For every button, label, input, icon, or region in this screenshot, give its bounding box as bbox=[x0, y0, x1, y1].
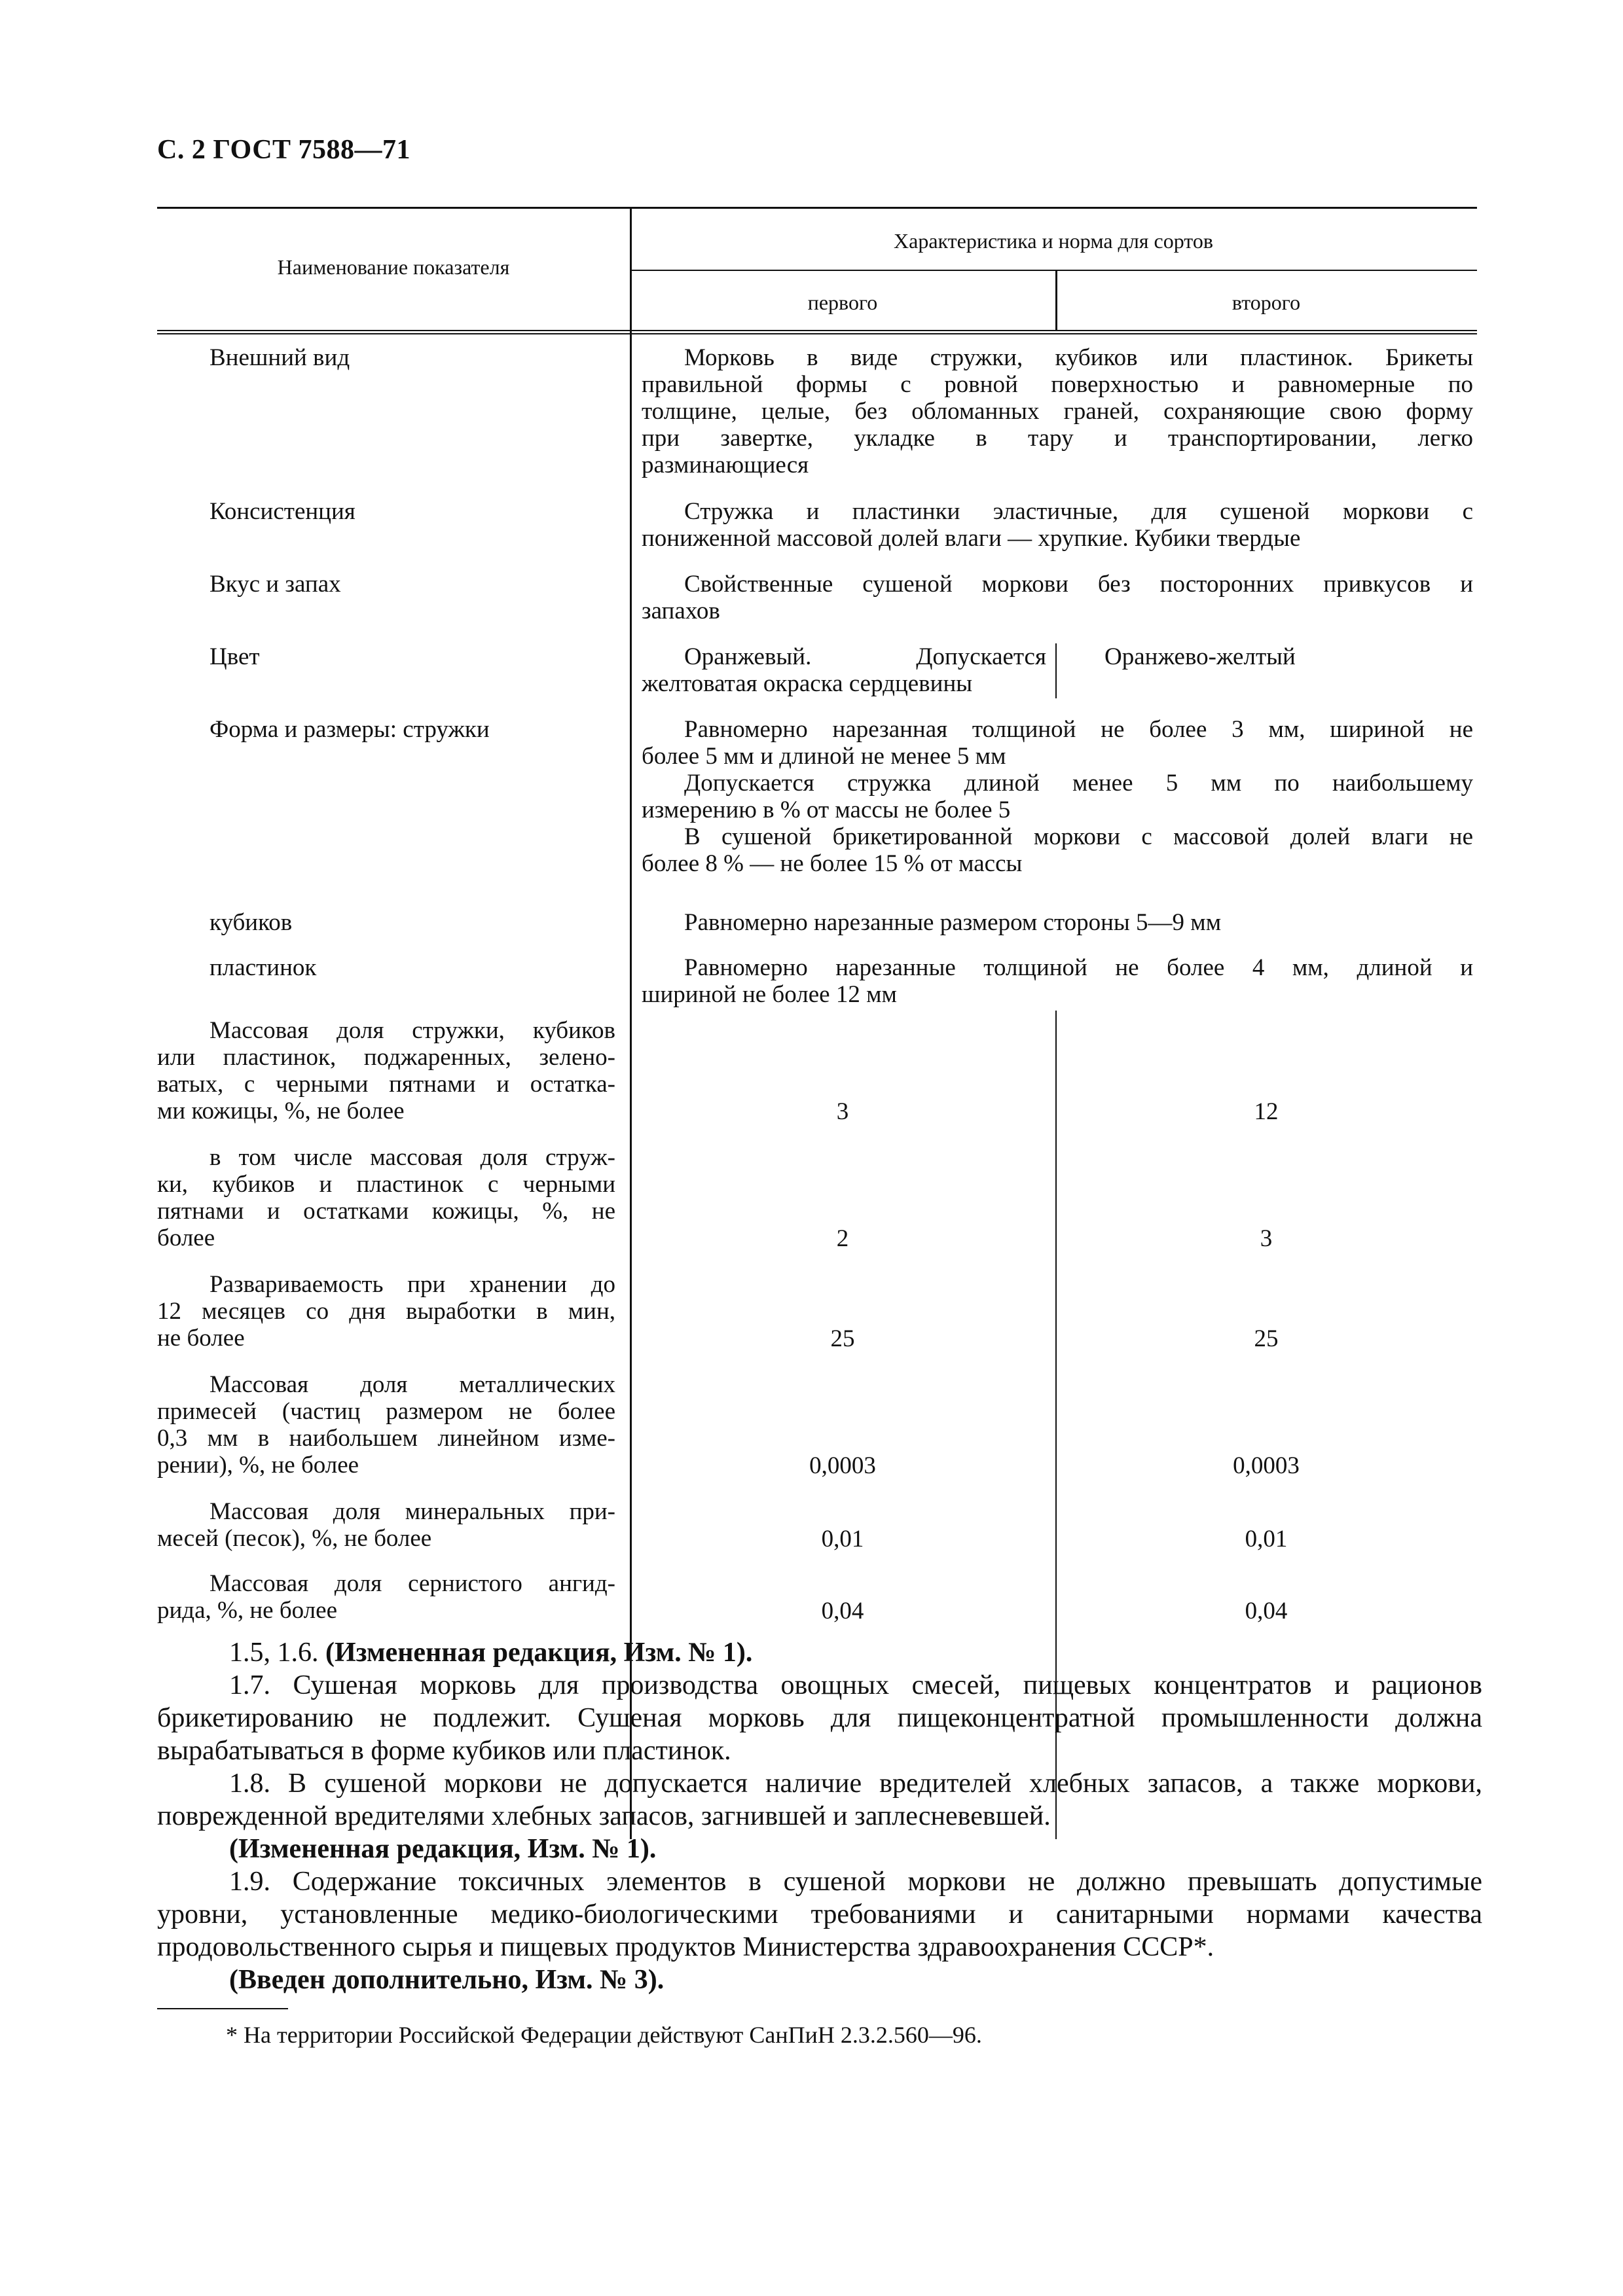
name-line: 12 месяцев со дня выработки в мин, bbox=[157, 1298, 615, 1325]
value-first: 3 bbox=[836, 1098, 849, 1125]
row-name: Форма и размеры: стружки bbox=[210, 716, 490, 743]
value-second: 0,04 bbox=[1245, 1598, 1288, 1624]
value-first: 0,01 bbox=[821, 1526, 864, 1552]
amendment-note: (Измененная редакция, Изм. № 1). bbox=[229, 1834, 657, 1864]
value-line: правильной формы с ровной поверхностью и равномерные по bbox=[642, 371, 1473, 398]
name-line: не более bbox=[157, 1325, 245, 1352]
para-line: 1.8. В сушеной моркови не допускается наличие вредителей хлебных запасов, а также моркови, bbox=[229, 1768, 1482, 1799]
name-line: ватых, с черными пятнами и остатка- bbox=[157, 1071, 615, 1098]
row-value bbox=[642, 498, 1473, 552]
value-line: Стружка и пластинки эластичные, для сушеной моркови с bbox=[684, 498, 1473, 525]
row-name: пластинок bbox=[210, 954, 317, 981]
row-name: Цвет bbox=[210, 643, 260, 670]
name-line: примесей (частиц размером не более bbox=[157, 1398, 615, 1425]
row-value bbox=[642, 954, 1473, 1008]
name-line: ки, кубиков и пластинок с черными bbox=[157, 1171, 615, 1198]
col-group-header: Характеристика и норма для сортов bbox=[894, 229, 1213, 253]
value-line: пониженной массовой долей влаги — хрупкие. Кубики твердые bbox=[642, 525, 1301, 552]
value-line: Равномерно нарезанные толщиной не более 4 мм, длиной и bbox=[684, 954, 1473, 981]
para-line: 1.7. Сушеная морковь для производства овощных смесей, пищевых концентратов и рационов bbox=[229, 1670, 1482, 1700]
value-line: В сушеной брикетированной моркови с массовой долей влаги не bbox=[684, 823, 1473, 850]
name-line: Массовая доля минеральных при- bbox=[210, 1498, 615, 1525]
row-value bbox=[642, 716, 1473, 877]
header-bottom-rule-2 bbox=[157, 333, 1477, 334]
row-value bbox=[642, 344, 1473, 478]
col-name-header: Наименование показателя bbox=[277, 255, 510, 279]
value-line: запахов bbox=[642, 598, 720, 624]
row-name bbox=[157, 1570, 615, 1624]
footnote: * На территории Российской Федерации действуют СанПиН 2.3.2.560—96. bbox=[226, 2022, 982, 2048]
name-line: Массовая доля металлических bbox=[210, 1371, 615, 1398]
name-line: ми кожицы, %, не более bbox=[157, 1098, 405, 1124]
value-second: 3 bbox=[1260, 1225, 1273, 1252]
row-name bbox=[157, 1017, 615, 1124]
col-second-header: второго bbox=[1231, 291, 1301, 314]
page-header: С. 2 ГОСТ 7588—71 bbox=[157, 135, 411, 165]
group-rule bbox=[630, 270, 1477, 271]
table-top-rule bbox=[157, 207, 1477, 209]
amendment-note: (Измененная редакция, Изм. № 1). bbox=[325, 1638, 753, 1668]
para-1-5-1-6 bbox=[157, 1636, 1482, 1669]
para-line: вырабатываться в форме кубиков или пластинок. bbox=[157, 1736, 731, 1766]
value-first: 2 bbox=[836, 1225, 849, 1252]
value-second: 0,01 bbox=[1245, 1526, 1288, 1552]
para-line: уровни, установленные медико-биологическими требованиями и санитарными нормами качества bbox=[157, 1899, 1482, 1929]
para-number: 1.5, 1.6. bbox=[229, 1638, 319, 1668]
value-first: 0,0003 bbox=[809, 1452, 876, 1479]
value-line: Свойственные сушеной моркови без посторонних привкусов и bbox=[684, 571, 1473, 598]
column-divider bbox=[630, 331, 632, 1839]
row-value: Равномерно нарезанные размером стороны 5—9 мм bbox=[684, 909, 1222, 936]
name-line: рида, %, не более bbox=[157, 1597, 337, 1624]
footnote-rule bbox=[157, 2008, 288, 2009]
row-name: кубиков bbox=[210, 909, 293, 936]
row-name: Вкус и запах bbox=[210, 571, 341, 598]
value-line: разминающиеся bbox=[642, 452, 809, 478]
amendment-note: (Введен дополнительно, Изм. № 3). bbox=[229, 1965, 665, 1995]
value-line: более 8 % — не более 15 % от массы bbox=[642, 850, 1023, 877]
value-line: измерению в % от массы не более 5 bbox=[642, 797, 1011, 823]
value-line: Морковь в виде стружки, кубиков или пластинок. Брикеты bbox=[684, 344, 1473, 371]
para-line: поврежденной вредителями хлебных запасов, загнившей и заплесневевшей. bbox=[157, 1801, 1051, 1831]
row-name: Консистенция bbox=[210, 498, 356, 525]
para-line: брикетированию не подлежит. Сушеная морковь для пищеконцентратной промышленности должна bbox=[157, 1703, 1482, 1733]
para-1-9 bbox=[157, 1865, 1482, 1996]
name-line: Массовая доля сернистого ангид- bbox=[210, 1570, 615, 1597]
para-1-7 bbox=[157, 1669, 1482, 1767]
value-line: Оранжевый. Допускается bbox=[684, 643, 1046, 670]
name-line: месей (песок), %, не более bbox=[157, 1525, 432, 1552]
value-first: 25 bbox=[830, 1325, 855, 1352]
value-second: 25 bbox=[1254, 1325, 1279, 1352]
value-line: Равномерно нарезанная толщиной не более 3 мм, шириной не bbox=[684, 716, 1473, 743]
col-first-header: первого bbox=[807, 291, 878, 314]
value-line: толщине, целые, без обломанных граней, сохраняющие свою форму bbox=[642, 398, 1473, 425]
value-line: желтоватая окраска сердцевины bbox=[642, 670, 973, 697]
name-line: или пластинок, поджаренных, зелено- bbox=[157, 1044, 615, 1071]
row-name: Внешний вид bbox=[210, 344, 350, 371]
para-1-8 bbox=[157, 1767, 1482, 1865]
name-line: Массовая доля стружки, кубиков bbox=[210, 1017, 615, 1044]
value-line: при завертке, укладке в тару и транспортировании, легко bbox=[642, 425, 1473, 452]
value-line: шириной не более 12 мм bbox=[642, 981, 897, 1008]
name-line: пятнами и остатками кожицы, %, не bbox=[157, 1198, 615, 1225]
row-name bbox=[157, 1498, 615, 1552]
row-value bbox=[642, 571, 1473, 624]
para-line: 1.9. Содержание токсичных элементов в сушеной моркови не должно превышать допустимые bbox=[229, 1867, 1482, 1897]
value-second: 0,0003 bbox=[1233, 1452, 1300, 1479]
value-line: Допускается стружка длиной менее 5 мм по наибольшему bbox=[684, 770, 1473, 797]
name-line: более bbox=[157, 1225, 215, 1251]
name-line: 0,3 мм в наибольшем линейном изме- bbox=[157, 1425, 615, 1452]
row-value-first bbox=[642, 643, 1046, 697]
row-name bbox=[157, 1271, 615, 1352]
para-line: продовольственного сырья и пищевых продуктов Министерства здравоохранения СССР*. bbox=[157, 1932, 1214, 1962]
header-bottom-rule bbox=[157, 330, 1477, 331]
name-line: рении), %, не более bbox=[157, 1452, 359, 1479]
value-line: более 5 мм и длиной не менее 5 мм bbox=[642, 743, 1006, 770]
value-second: 12 bbox=[1254, 1098, 1279, 1125]
row-value-second: Оранжево-желтый bbox=[1104, 643, 1296, 670]
row-name bbox=[157, 1371, 615, 1479]
name-line: в том числе массовая доля струж- bbox=[210, 1144, 615, 1171]
value-first: 0,04 bbox=[821, 1598, 864, 1624]
color-divider bbox=[1055, 643, 1057, 698]
row-name bbox=[157, 1144, 615, 1251]
name-line: Развариваемость при хранении до bbox=[210, 1271, 615, 1298]
